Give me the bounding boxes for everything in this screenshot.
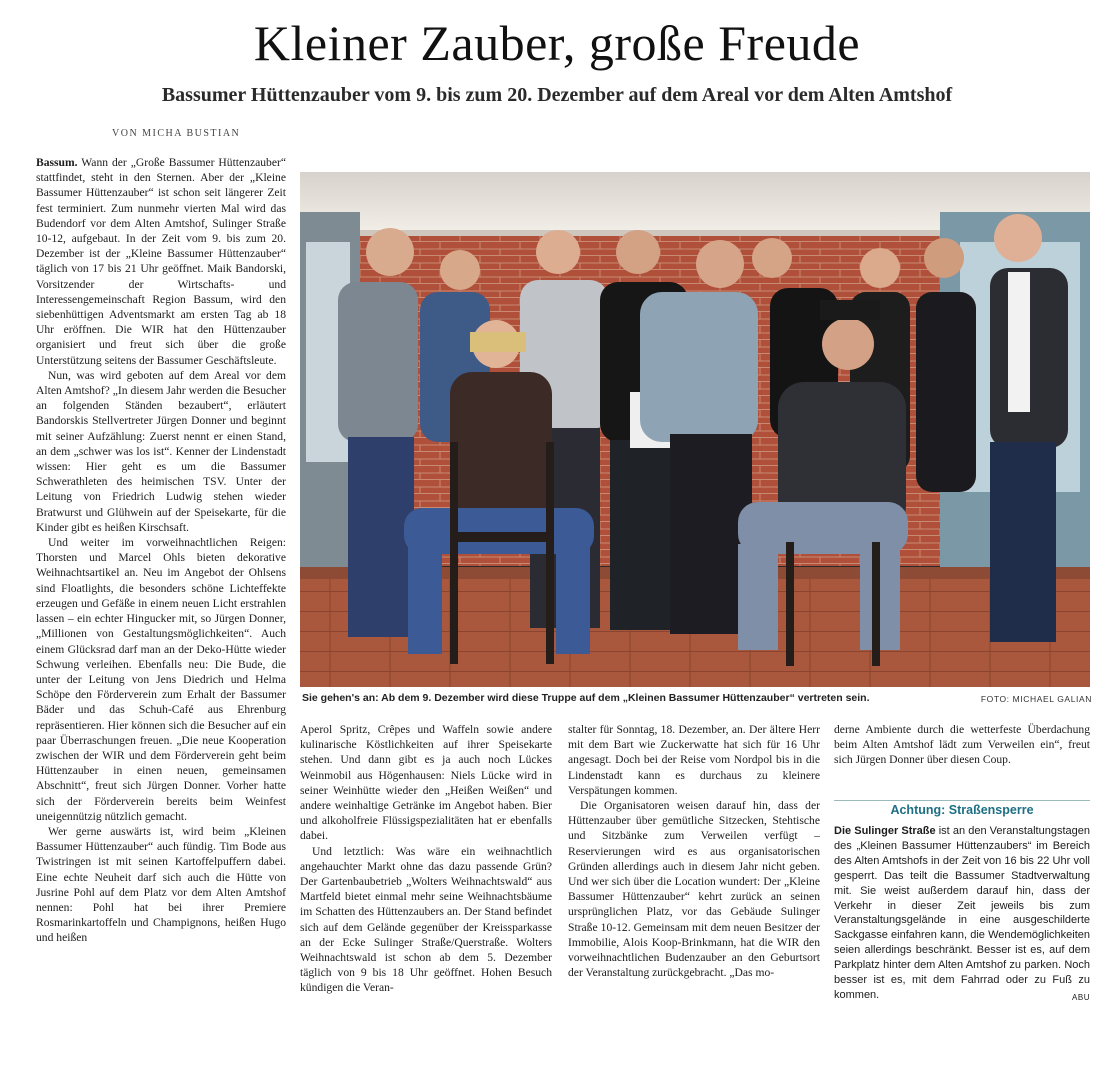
dateline: Bassum. (36, 156, 78, 169)
paragraph: Wer gerne auswärts ist, wird beim „Kleinen Bassumer Hüttenzauber“ auch fündig. Tim Bode aus Twistringen ist mit seinen Kartoffelpuffern dabei. Eine echte Neuheit darf sich auch die Hütte von Jusrine Pohl auf dem Platz vor dem Alten Amtshof nennen: Pohl hat bei ihrer Premiere Rosmarinkartoffeln und Champignons, heißen Hugo und heißen (36, 824, 286, 945)
paragraph: derne Ambiente durch die wetterfeste Überdachung beim Alten Amtshof lädt zum Verweilen ein“, freut sich Jürgen Donner über diesen Coup. (834, 723, 1090, 767)
group-photo (300, 172, 1090, 687)
subheadline: Bassumer Hüttenzauber vom 9. bis zum 20. Dezember auf dem Areal vor dem Alten Amtshof (161, 84, 953, 106)
infobox-text (834, 824, 1090, 1024)
paragraph: Nun, was wird geboten auf dem Areal vor dem Alten Amtshof? „In diesem Jahr werden die Besucher an folgenden Ständen bezaubert“, erläutert Bandorskis Stellvertreter Jürgen Donner und beginnt mit seiner Aufzählung: Zuerst nennt er einen Stand, an dem „schwer was los ist“. Kenner der Lindenstadt wissen: Hier geht es um die Bassumer Schwerathleten des heimischen TSV. Unter der Leitung von Friedrich Ludwig stehen wieder Bratwurst und Glühwein auf der Speisekarte, für die Kinder gibt es heißen Kirschsaft. (36, 368, 286, 534)
paragraph: Und letztlich: Was wäre ein weihnachtlich angehauchter Markt ohne das dazu passende Grün? Der Gartenbaubetrieb „Wolters Weihnachtswald“ aus Martfeld bietet einmal mehr seine Weihnachtsbäume im Schatten des Hüttenzaubers an. Der Stand befindet sich auf dem Gelände gegenüber der Kreissparkasse an der Ecke Sulinger Straße/Querstraße. Wolters Weihnachtswald ist schon ab dem 5. Dezember täglich von 9 bis 18 Uhr geöffnet. Hohen Besuch kündigen die Veran- (300, 844, 552, 995)
caption-text: Sie gehen's an: Ab dem 9. Dezember wird diese Truppe auf dem „Kleinen Bassumer Hüttenzauber“ vertreten sein. (302, 692, 870, 704)
photo-credit: FOTO: MICHAEL GALIAN (980, 694, 1092, 704)
article-column-3 (568, 722, 820, 1042)
article-column-1 (36, 155, 286, 1055)
photo-caption (302, 692, 1090, 704)
paragraph (36, 155, 286, 368)
infobox-body: ist an den Veranstaltungstagen des „Kleinen Bassumer Hüttenzaubers“ im Bereich des Alten Amtshofs in der Zeit von 16 bis 22 Uhr voll gesperrt. Das teilt die Bassumer Stadtverwaltung mit. Sie weist außerdem darauf hin, dass der Verkehr in dieser Zeit jeweils bis zum Veranstaltungsgelände in eine ausgeschilderte Sackgasse einfahren kann, die Wendemöglichkeiten seien allerdings beschränkt. Besser ist es, auf dem Parkplatz hinter dem Alten Amtshof zu parken. Noch besser ist es, mit dem Fahrrad oder zu Fuß zu kommen. (834, 825, 1090, 1001)
paragraph: Die Organisatoren weisen darauf hin, dass der Hüttenzauber über gemütliche Sitzecken, Stehtische und Sitzbänke zum Verweilen verfügt – Reservierungen wird es aus organisatorischen Gründen allerdings auch in diesem Jahr nicht geben. Und wer sich über die Location wundert: Der „Kleine Bassumer Hüttenzauber“ kehrt zurück an seinen ursprünglichen Platz, vor das Gebäude Sulinger Straße 10-12. Gemeinsam mit dem neuen Besitzer der Immobilie, Alois Koop-Brinkmann, hat die WIR den vorweihnachtlichen Budenzauber an den Geburtsort der Veranstaltung zurückgebracht. „Das mo- (568, 799, 820, 980)
headline: Kleiner Zauber, große Freude (253, 15, 861, 71)
infobox-title: Achtung: Straßensperre (834, 800, 1090, 817)
author-signature: ABU (1072, 992, 1090, 1002)
paragraph: Aperol Spritz, Crêpes und Waffeln sowie andere kulinarische Köstlichkeiten auf ihrer Speisekarte stehen. Und dann gibt es ja auch noch Lückes Weinmobil aus Högenhausen: Niels Lücke wird in seiner Weinhütte wieder den „Heißen Weißen“ und andere weinhaltige Getränke im Angebot haben. Bier und alkoholfreie Flüssigspezialitäten hat er ebenfalls dabei. (300, 723, 552, 843)
paragraph: stalter für Sonntag, 18. Dezember, an. Der ältere Herr mit dem Bart wie Zuckerwatte hat sich für 16 Uhr angesagt. Doch bei der Reise vom Nordpol bis in die Lindenstadt kann es durchaus zu kleinere Verspätungen kommen. (568, 723, 820, 797)
paragraph: Und weiter im vorweihnachtlichen Reigen: Thorsten und Marcel Ohls bieten dekorative Weihnachtsartikel an. Neu im Angebot der Ohlsens sind Floatlights, die besonders schöne Lichteffekte erzeugen und Gefäße in einem neuen Licht erstrahlen lassen – ein echter Hingucker mit, so Jürgen Donner, „Millionen von Gestaltungsmöglichkeiten“. Auch einem Glücksrad darf man an der Deko-Hütte wieder Schwung verleihen. Ebenfalls neu: Die Bude, die unter der Leitung von Jens Diedrich und Helma Schöpe den Förderverein zum Erhalt der Bassumer Bäder und das Schuh-Café aus Ehrenburg repräsentieren. Hier können sich die Besucher auf ein paar Überraschungen freuen. „Die neue Kooperation zwischen der WIR und dem Förderverein geht beim Hüttenzauber in einen neuen, gemeinsamen Abschnitt“, freut sich Jürgen Donner. Vorher hatte sich der Förderverein bereits beim Weinfest uneigennützig nützlich gemacht. (36, 536, 286, 823)
byline: VON MICHA BUSTIAN (112, 128, 241, 139)
article-column-2 (300, 722, 552, 1042)
paragraph-text: Wann der „Große Bassumer Hüttenzauber“ stattfindet, steht in den Sternen. Aber der „Kleine Bassumer Hüttenzauber“ ist schon seit längerer Zeit fest terminiert. Zum nunmehr vierten Mal wird das Budendorf vor dem Alten Amtshof, Sulinger Straße 10-12, aufgebaut. In der Zeit vom 9. bis zum 20. Dezember ist der „Kleine Bassumer Hüttenzauber“ täglich von 17 bis 21 Uhr geöffnet. Maik Bandorski, Vorsitzender der Wirtschafts- und Interessengemeinschaft Region Bassum, wird den siebenhüttigen Adventsmarkt am ersten Tag ab 18 Uhr eröffnen. Die WIR hat den Hüttenzauber organisiert und freut sich über die große Unterstützung seitens der Bassumer Geschäftsleute. (36, 156, 286, 367)
infobox-lead: Die Sulinger Straße (834, 825, 936, 837)
